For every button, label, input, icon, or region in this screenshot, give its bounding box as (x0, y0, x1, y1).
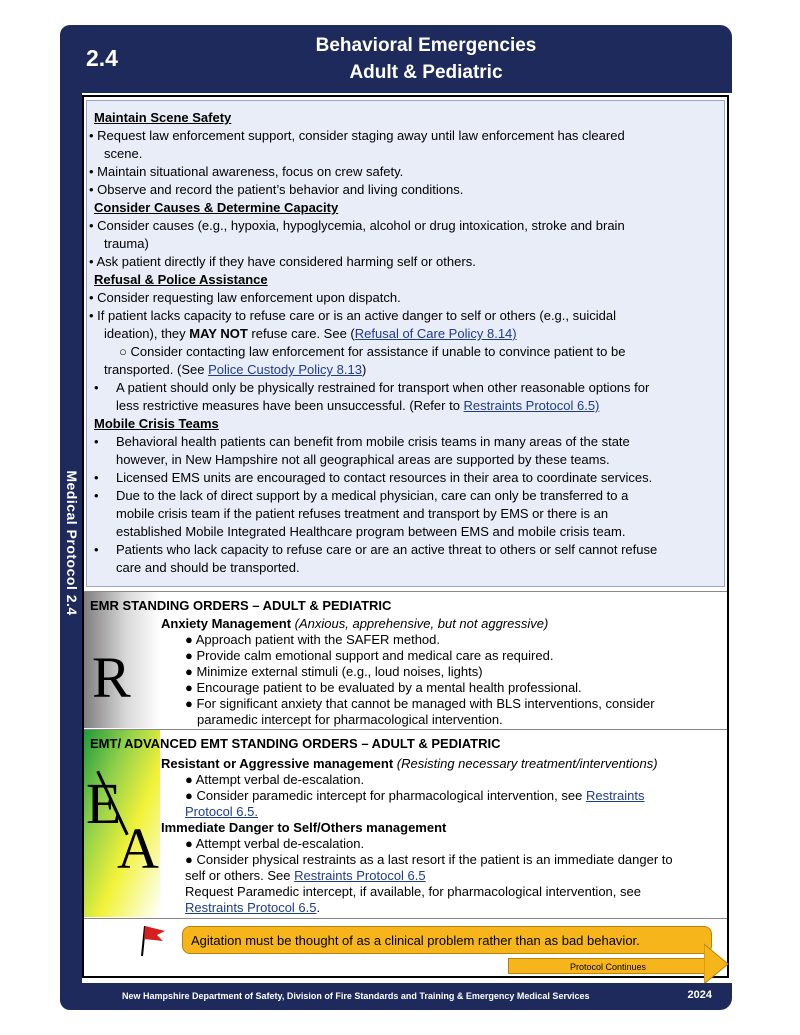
safety-line: mobile crisis team if the patient refuses treatment and transport by EMS or there is an (116, 506, 609, 521)
safety-line: • Ask patient directly if they have considered harming self or others. (89, 254, 476, 269)
emt-level-letter-e: E (86, 771, 122, 836)
safety-line: A patient should only be physically restrained for transport when other reasonable options for (116, 380, 650, 395)
text-run-bold: Anxiety Management (161, 616, 292, 631)
restraints-protocol-link[interactable]: Restraints Protocol 6.5 (185, 900, 317, 915)
safety-line: trauma) (104, 236, 149, 251)
emt-item (185, 868, 426, 883)
text-run: ideation), they (104, 326, 190, 341)
safety-line: • Observe and record the patient’s behavior and living conditions. (89, 182, 464, 197)
safety-line: ○ Consider contacting law enforcement for assistance if unable to convince patient to be (119, 344, 626, 359)
safety-line: Patients who lack capacity to refuse care or are an active threat to others or self cannot refuse (116, 542, 658, 557)
bullet: • (94, 470, 99, 485)
text-run: less restrictive measures have been unsuccessful. (Refer to (116, 398, 464, 413)
emr-item: ● Approach patient with the SAFER method. (185, 632, 440, 647)
text-run-italic: (Resisting necessary treatment/interventions) (393, 756, 658, 771)
emt-item (185, 804, 258, 819)
emr-item: paramedic intercept for pharmacological intervention. (197, 712, 503, 727)
agitation-callout: Agitation must be thought of as a clinical problem rather than as bad behavior. (182, 926, 712, 954)
scene-safety-panel (86, 100, 725, 587)
red-flag-icon (139, 923, 169, 957)
page-title-line2: Adult & Pediatric (349, 62, 503, 83)
emr-standing-orders (84, 591, 727, 729)
heading-causes-capacity: Consider Causes & Determine Capacity (94, 200, 339, 215)
protocol-continues-label[interactable]: Protocol Continues (508, 958, 708, 974)
text-run: ● Consider paramedic intercept for pharmacological intervention, see (185, 788, 586, 803)
emr-item: ● Encourage patient to be evaluated by a mental health professional. (185, 680, 582, 695)
emr-item: ● Provide calm emotional support and medical care as required. (185, 648, 554, 663)
heading-mobile-crisis: Mobile Crisis Teams (94, 416, 219, 431)
emr-item: ● Minimize external stimuli (e.g., loud noises, lights) (185, 664, 483, 679)
bullet: • (94, 380, 99, 395)
restraints-protocol-link[interactable]: Protocol 6.5. (185, 804, 258, 819)
safety-line: Due to the lack of direct support by a medical physician, care can only be transferred to a (116, 488, 629, 503)
text-run: transported. (See (104, 362, 209, 377)
refusal-of-care-link[interactable]: Refusal of Care Policy 8.14) (354, 326, 517, 341)
text-run: . (316, 900, 321, 915)
protocol-number: 2.4 (86, 45, 118, 71)
safety-line: however, in New Hampshire not all geographical areas are supported by these teams. (116, 452, 610, 467)
bullet: • (94, 488, 99, 503)
safety-line: • Consider requesting law enforcement upon dispatch. (89, 290, 401, 305)
emt-standing-orders (84, 729, 727, 918)
emr-section-title: EMR STANDING ORDERS – ADULT & PEDIATRIC (90, 598, 392, 613)
text-run-bold: Resistant or Aggressive management (161, 756, 394, 771)
side-label (60, 445, 82, 645)
safety-line: care and should be transported. (116, 560, 300, 575)
emt-item: ● Attempt verbal de-escalation. (185, 836, 365, 851)
safety-line: • If patient lacks capacity to refuse care or is an active danger to self or others (e.g., suicidal (89, 308, 616, 323)
text-run-bold: MAY NOT (189, 326, 248, 341)
emt-item: ● Consider physical restraints as a last resort if the patient is an immediate danger to (185, 852, 673, 867)
page-title-line1: Behavioral Emergencies (315, 35, 537, 56)
emt-subheading (161, 820, 446, 835)
emt-item: ● Attempt verbal de-escalation. (185, 772, 365, 787)
restraints-protocol-link[interactable]: Restraints Protocol 6.5 (294, 868, 426, 883)
safety-line: Behavioral health patients can benefit from mobile crisis teams in many areas of the state (116, 434, 630, 449)
safety-line: • Consider causes (e.g., hypoxia, hypoglycemia, alcohol or drug intoxication, stroke and brain (89, 218, 625, 233)
emt-item: Request Paramedic intercept, if available, for pharmacological intervention, see (185, 884, 641, 899)
safety-line: scene. (104, 146, 143, 161)
text-run-bold: Immediate Danger to Self/Others management (161, 820, 447, 835)
protocol-content (82, 95, 729, 978)
safety-line: Licensed EMS units are encouraged to contact resources in their area to coordinate services. (116, 470, 653, 485)
page-header (60, 25, 732, 93)
heading-refusal-police: Refusal & Police Assistance (94, 272, 268, 287)
emt-subheading (161, 756, 658, 771)
heading-scene-safety: Maintain Scene Safety (94, 110, 232, 125)
footer-text: New Hampshire Department of Safety, Division of Fire Standards and Training & Emergency Medical Services (122, 991, 590, 1001)
emt-level-letter-a: A (117, 816, 159, 881)
safety-line (104, 325, 517, 343)
safety-line (116, 397, 599, 415)
emr-subheading (161, 616, 548, 631)
restraints-protocol-link[interactable]: Restraints Protocol 6.5) (463, 398, 600, 413)
footer-year: 2024 (687, 989, 712, 1001)
text-run: ) (361, 362, 367, 377)
police-custody-link[interactable]: Police Custody Policy 8.13 (208, 362, 362, 377)
emr-level-letter: R (92, 645, 131, 710)
bullet: • (94, 542, 99, 557)
page-footer (60, 983, 732, 1010)
text-run-italic: (Anxious, apprehensive, but not aggressive) (291, 616, 549, 631)
restraints-protocol-link[interactable]: Restraints (585, 788, 645, 803)
text-run: refuse care. See ( (247, 326, 355, 341)
note-area (84, 918, 727, 979)
safety-line (104, 361, 366, 379)
emt-item (185, 900, 320, 915)
safety-line: established Mobile Integrated Healthcare program between EMS and mobile crisis team. (116, 524, 626, 539)
emt-item (185, 788, 644, 803)
emr-item: ● For significant anxiety that cannot be managed with BLS interventions, consider (185, 696, 655, 711)
continue-arrow-icon[interactable] (704, 939, 729, 989)
safety-line: • Request law enforcement support, consider staging away until law enforcement has cleared (89, 128, 625, 143)
bullet: • (94, 434, 99, 449)
text-run: self or others. See (185, 868, 295, 883)
side-label-text: Medical Protocol 2.4 (64, 470, 80, 616)
safety-line: • Maintain situational awareness, focus on crew safety. (89, 164, 404, 179)
emt-section-title: EMT/ ADVANCED EMT STANDING ORDERS – ADULT & PEDIATRIC (90, 736, 501, 751)
